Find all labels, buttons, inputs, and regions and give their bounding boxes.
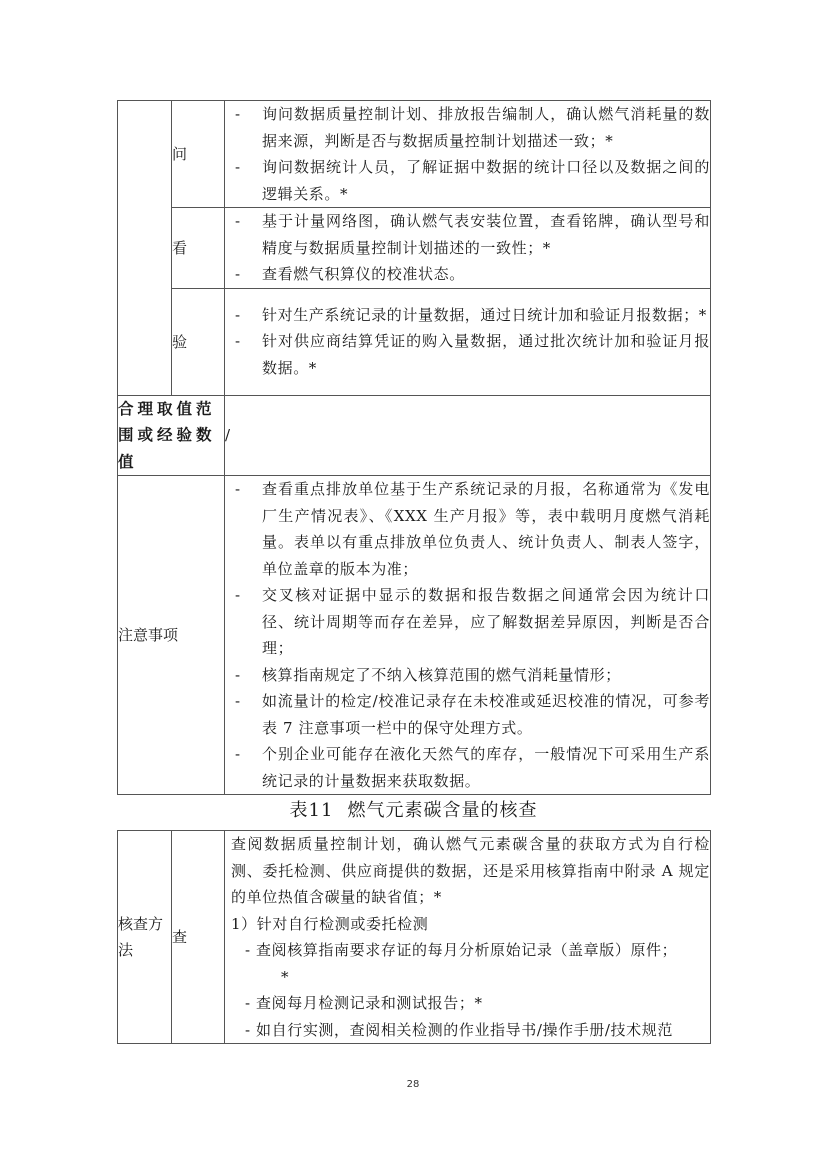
dash-marker: - xyxy=(235,692,241,710)
table-caption xyxy=(117,796,710,822)
label-ask: 问 xyxy=(172,101,225,208)
range-value: / xyxy=(225,395,711,476)
check-content xyxy=(225,831,711,1044)
look-item: - 查看燃气积算仪的校准状态。 xyxy=(225,261,710,288)
row-ask xyxy=(118,101,711,208)
dash-marker: - xyxy=(235,586,241,604)
notes-item: - 查看重点排放单位基于生产系统记录的月报，名称通常为《发电厂生产情况表》、《XXX 生产月报》等，表中载明月度燃气消耗量。表单以有重点排放单位负责人、统计负责人、制表人签字，单位盖章的版本为准； xyxy=(225,476,710,582)
check-sub-item: - 查阅每月检测记录和测试报告；* xyxy=(245,994,483,1012)
ask-item: - 询问数据统计人员，了解证据中数据的统计口径以及数据之间的逻辑关系。* xyxy=(225,154,710,207)
label-look: 看 xyxy=(172,208,225,289)
row-look xyxy=(118,208,711,289)
notes-item: - 交叉核对证据中显示的数据和报告数据之间通常会因为统计口径、统计周期等而存在差异，应了解数据差异原因，判断是否合理； xyxy=(225,582,710,662)
row-verify xyxy=(118,288,711,395)
row-check xyxy=(118,831,711,1044)
dash-marker: - xyxy=(235,332,241,351)
dash-marker: - xyxy=(235,665,241,684)
dash-marker: - xyxy=(235,105,241,123)
dash-marker: - xyxy=(235,480,241,498)
check-sub-item: - 查阅核算指南要求存证的每月分析原始记录（盖章版）原件； xyxy=(245,941,678,959)
row-notes xyxy=(118,476,711,795)
table-title: 燃气元素碳含量的核查 xyxy=(347,800,538,821)
verify-item: - 针对生产系统记录的计量数据，通过日统计加和验证月报数据；* xyxy=(225,302,710,329)
look-content xyxy=(225,208,711,289)
table-number: 表11 xyxy=(289,800,334,821)
dash-marker: - xyxy=(235,745,241,763)
label-notes: 注意事项 xyxy=(118,476,225,795)
notes-content xyxy=(225,476,711,795)
dash-marker: - xyxy=(235,158,241,176)
label-method: 核查方法 xyxy=(118,831,172,1044)
check-intro: 查阅数据质量控制计划，确认燃气元素碳含量的获取方式为自行检测、委托检测、供应商提供的数据，还是采用核算指南中附录 A 规定的单位热值含碳量的缺省值；* xyxy=(231,835,710,906)
verify-item: - 针对供应商结算凭证的购入量数据，通过批次统计加和验证月报数据。* xyxy=(225,328,710,381)
ask-item: - 询问数据质量控制计划、排放报告编制人，确认燃气消耗量的数据来源，判断是否与数据质量控制计划描述一致；* xyxy=(225,101,710,154)
page-number: 28 xyxy=(406,1079,420,1090)
look-item: - 基于计量网络图，确认燃气表安装位置，查看铭牌，确认型号和精度与数据质量控制计划描述的一致性；* xyxy=(225,208,710,261)
label-range: 合理取值范围或经验数值 xyxy=(118,395,225,476)
dash-marker: - xyxy=(235,212,241,230)
dash-marker: - xyxy=(235,265,241,283)
ask-content xyxy=(225,101,711,208)
label-check: 查 xyxy=(172,831,225,1044)
check-sub-heading: 1）针对自行检测或委托检测 xyxy=(231,914,429,933)
check-sub-item-continuation: * xyxy=(281,967,289,986)
notes-item: - 如流量计的检定/校准记录存在未校准或延迟校准的情况，可参考表 7 注意事项一栏中的保守处理方式。 xyxy=(225,688,710,741)
notes-item: - 核算指南规定了不纳入核算范围的燃气消耗量情形； xyxy=(225,662,710,689)
dash-marker: - xyxy=(235,305,241,324)
check-sub-item: - 如自行实测，查阅相关检测的作业指导书/操作手册/技术规范 xyxy=(245,1020,673,1039)
verify-content xyxy=(225,288,711,395)
notes-item: - 个别企业可能存在液化天然气的库存，一般情况下可采用生产系统记录的计量数据来获取数据。 xyxy=(225,741,710,794)
row-range xyxy=(118,395,711,476)
fuel-consumption-check-table xyxy=(117,100,711,795)
label-verify: 验 xyxy=(172,288,225,395)
method-cell-empty xyxy=(118,101,172,396)
carbon-content-check-table xyxy=(117,830,711,1044)
